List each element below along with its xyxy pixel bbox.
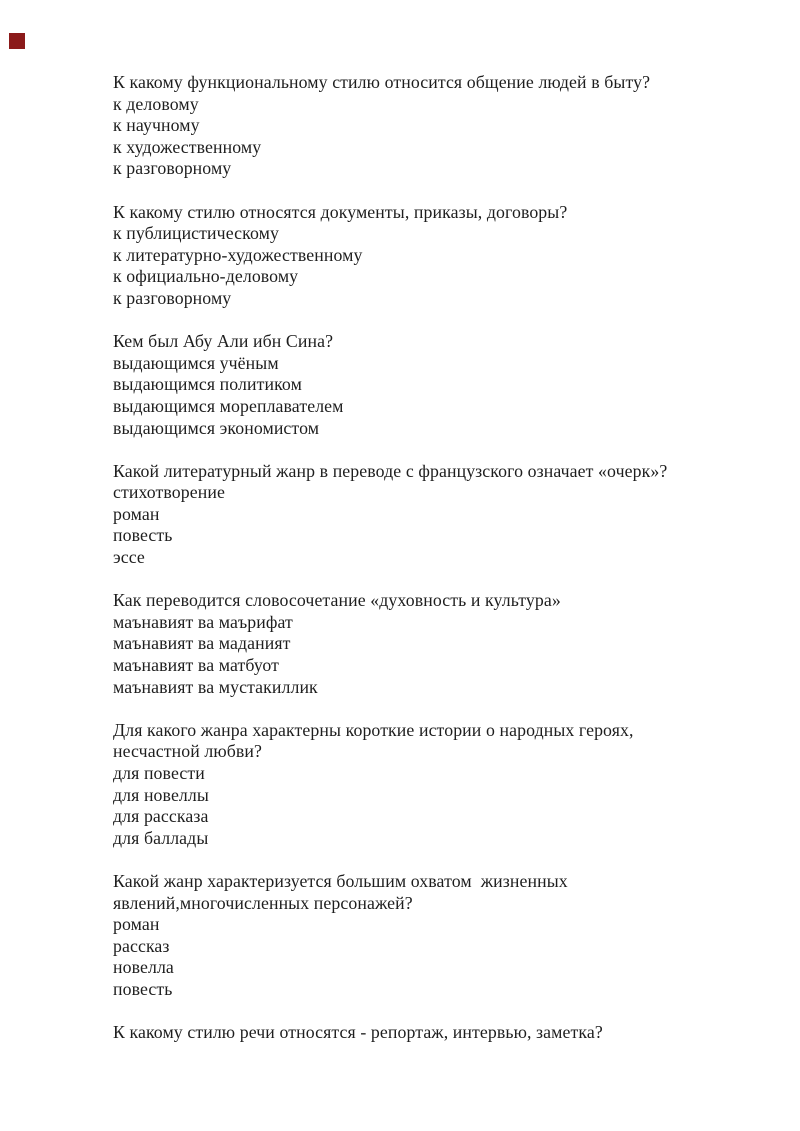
question-text: Какой литературный жанр в переводе с французского означает «очерк»? [113,460,668,481]
answer-option: повесть [113,525,173,546]
answer-option: выдающимся учёным [113,352,279,373]
answer-option: для баллады [113,827,209,848]
question-block-7 [113,871,793,1001]
question-block-8 [113,1022,793,1044]
answer-option: к литературно-художественному [113,244,363,265]
question-text: Как переводится словосочетание «духовность и культура» [113,590,561,611]
question-text: несчастной любви? [113,741,262,762]
question-block-2 [113,202,793,310]
answer-option: маънавият ва матбуот [113,655,280,676]
answer-option: стихотворение [113,482,225,503]
answer-option: эссе [113,547,145,568]
answer-option: новелла [113,957,174,978]
answer-option: для повести [113,763,205,783]
answer-option: выдающимся мореплавателем [113,395,344,416]
answer-option: роман [113,503,160,524]
question-block-5 [113,590,793,698]
answer-option: к разговорному [113,287,232,308]
question-text: Какой жанр характеризуется большим охватом жизненных [113,870,568,891]
question-block-3 [113,331,793,439]
question-block-6 [113,720,793,850]
question-text: Для какого жанра характерны короткие истории о народных героях, [113,719,634,740]
answer-option: к научному [113,115,200,136]
answer-option: к разговорному [113,158,232,179]
question-block-1 [113,72,793,180]
answer-option: для рассказа [113,806,209,827]
answer-option: маънавият ва маданият [113,633,291,654]
answer-option: роман [113,914,160,935]
red-square-marker [9,33,25,49]
answer-option: выдающимся экономистом [113,417,320,438]
document-body [113,72,793,1044]
answer-option: к публицистическому [113,223,279,244]
question-text: К какому функциональному стилю относится общение людей в быту? [113,72,651,92]
answer-option: для новеллы [113,784,209,805]
answer-option: выдающимся политиком [113,374,302,395]
question-text: К какому стилю речи относятся - репортаж, интервью, заметка? [113,1022,603,1043]
answer-option: маънавият ва маърифат [113,611,293,632]
question-text: Кем был Абу Али ибн Сина? [113,331,334,352]
answer-option: повесть [113,978,173,999]
answer-option: к художественному [113,136,262,157]
answer-option: рассказ [113,935,170,956]
question-text: явлений,многочисленных персонажей? [113,892,413,913]
question-block-4 [113,461,793,569]
answer-option: к деловому [113,93,199,114]
answer-option: маънавият ва мустакиллик [113,676,318,697]
question-text: К какому стилю относятся документы, приказы, договоры? [113,201,568,222]
answer-option: к официально-деловому [113,266,299,287]
